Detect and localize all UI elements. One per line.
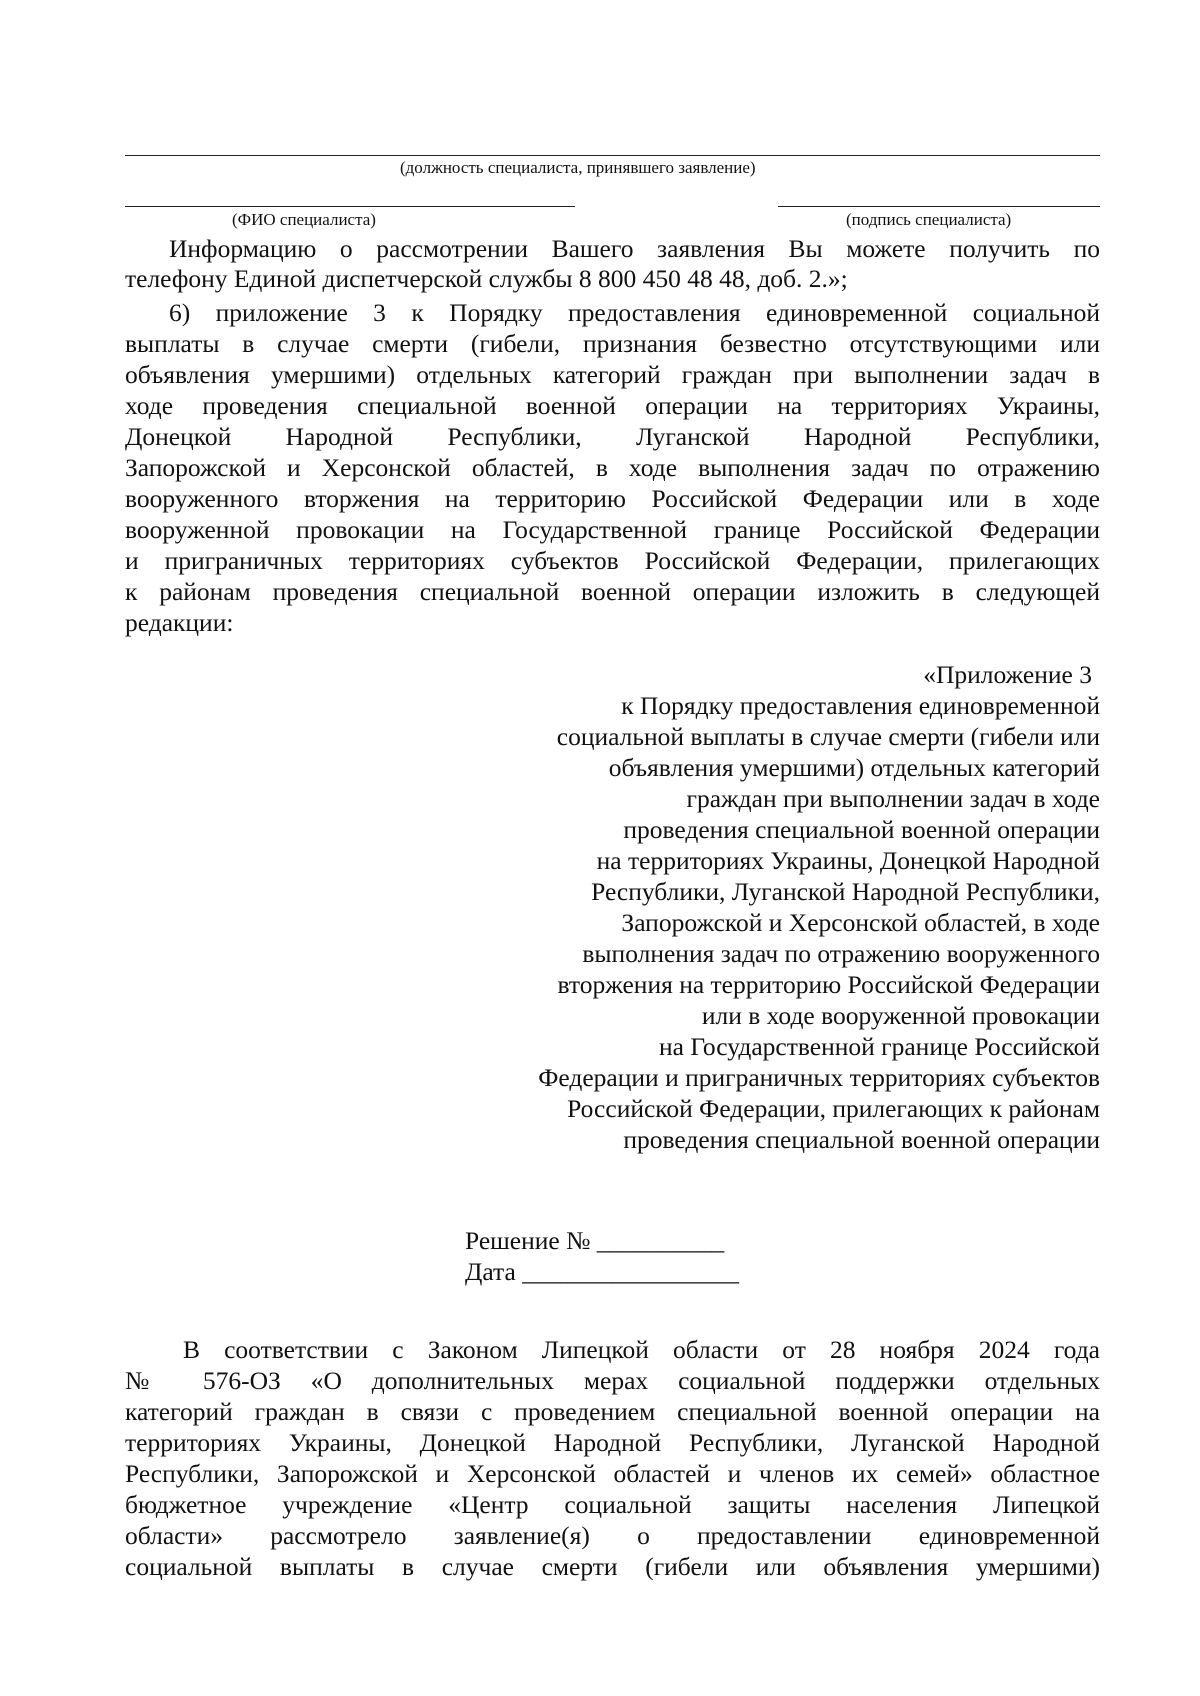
name-caption: (ФИО специалиста) xyxy=(232,210,376,229)
text-line: и приграничных территориях субъектов Российской Федерации, прилегающих xyxy=(125,546,1100,575)
appendix-line: Российской Федерации, прилегающих к районам xyxy=(567,1094,1100,1123)
appendix-line: объявления умершими) отдельных категорий xyxy=(608,753,1100,782)
appendix-line: на Государственной границе Российской xyxy=(659,1032,1100,1061)
decision-date-field: Дата _________________ xyxy=(465,1257,739,1286)
text-line: вооруженного вторжения на территорию Российской Федерации или в ходе xyxy=(125,484,1100,513)
text-line: категорий граждан в связи с проведением специальной военной операции на xyxy=(125,1397,1100,1426)
appendix-line: Федерации и приграничных территориях субъектов xyxy=(538,1063,1100,1092)
text-line: социальной выплаты в случае смерти (гибели или объявления умершими) xyxy=(125,1552,1100,1581)
appendix-line: проведения специальной военной операции xyxy=(623,1125,1100,1154)
appendix-title: «Приложение 3 xyxy=(923,660,1092,689)
appendix-line: выполнения задач по отражению вооруженного xyxy=(582,939,1100,968)
text-line: территориях Украины, Донецкой Народной Республики, Луганской Народной xyxy=(125,1428,1100,1457)
position-caption: (должность специалиста, принявшего заявление) xyxy=(400,158,756,177)
appendix-line: или в ходе вооруженной провокации xyxy=(701,1001,1100,1030)
text-line: вооруженной провокации на Государственной границе Российской Федерации xyxy=(125,515,1100,544)
text-line: ходе проведения специальной военной операции на территориях Украины, xyxy=(125,391,1100,420)
position-field-line xyxy=(125,155,1100,156)
appendix-line: граждан при выполнении задач в ходе xyxy=(686,784,1100,813)
text-line: выплаты в случае смерти (гибели, признания безвестно отсутствующими или xyxy=(125,329,1100,358)
text-line: Информацию о рассмотрении Вашего заявления Вы можете получить по xyxy=(169,234,1100,263)
text-line: телефону Единой диспетчерской службы 8 800 450 48 48, доб. 2.»; xyxy=(125,264,848,293)
appendix-line: социальной выплаты в случае смерти (гибели или xyxy=(556,722,1100,751)
text-line: к районам проведения специальной военной операции изложить в следующей xyxy=(125,577,1100,606)
text-line: бюджетное учреждение «Центр социальной защиты населения Липецкой xyxy=(125,1490,1100,1519)
appendix-line: на территориях Украины, Донецкой Народной xyxy=(596,846,1100,875)
text-line: Донецкой Народной Республики, Луганской Народной Республики, xyxy=(125,422,1100,451)
signature-field-line xyxy=(778,206,1100,207)
decision-number-field: Решение № __________ xyxy=(465,1226,725,1255)
text-line: Республики, Запорожской и Херсонской областей и членов их семей» областное xyxy=(125,1459,1100,1488)
appendix-line: Республики, Луганской Народной Республики, xyxy=(591,877,1100,906)
text-line: редакции: xyxy=(125,608,234,637)
text-line: Запорожской и Херсонской областей, в ходе выполнения задач по отражению xyxy=(125,453,1100,482)
text-line: области» рассмотрело заявление(я) о предоставлении единовременной xyxy=(125,1521,1100,1550)
appendix-line: Запорожской и Херсонской областей, в ходе xyxy=(621,908,1100,937)
appendix-line: проведения специальной военной операции xyxy=(623,815,1100,844)
appendix-line: вторжения на территорию Российской Федерации xyxy=(557,970,1100,999)
text-line: объявления умершими) отдельных категорий граждан при выполнении задач в xyxy=(125,360,1100,389)
text-line: № 576-ОЗ «О дополнительных мерах социальной поддержки отдельных xyxy=(125,1366,1100,1395)
signature-caption: (подпись специалиста) xyxy=(846,210,1012,229)
appendix-line: к Порядку предоставления единовременной xyxy=(621,691,1100,720)
text-line: В соответствии с Законом Липецкой области от 28 ноября 2024 года xyxy=(183,1335,1100,1364)
name-field-line xyxy=(125,206,575,207)
text-line: 6) приложение 3 к Порядку предоставления единовременной социальной xyxy=(169,298,1100,327)
